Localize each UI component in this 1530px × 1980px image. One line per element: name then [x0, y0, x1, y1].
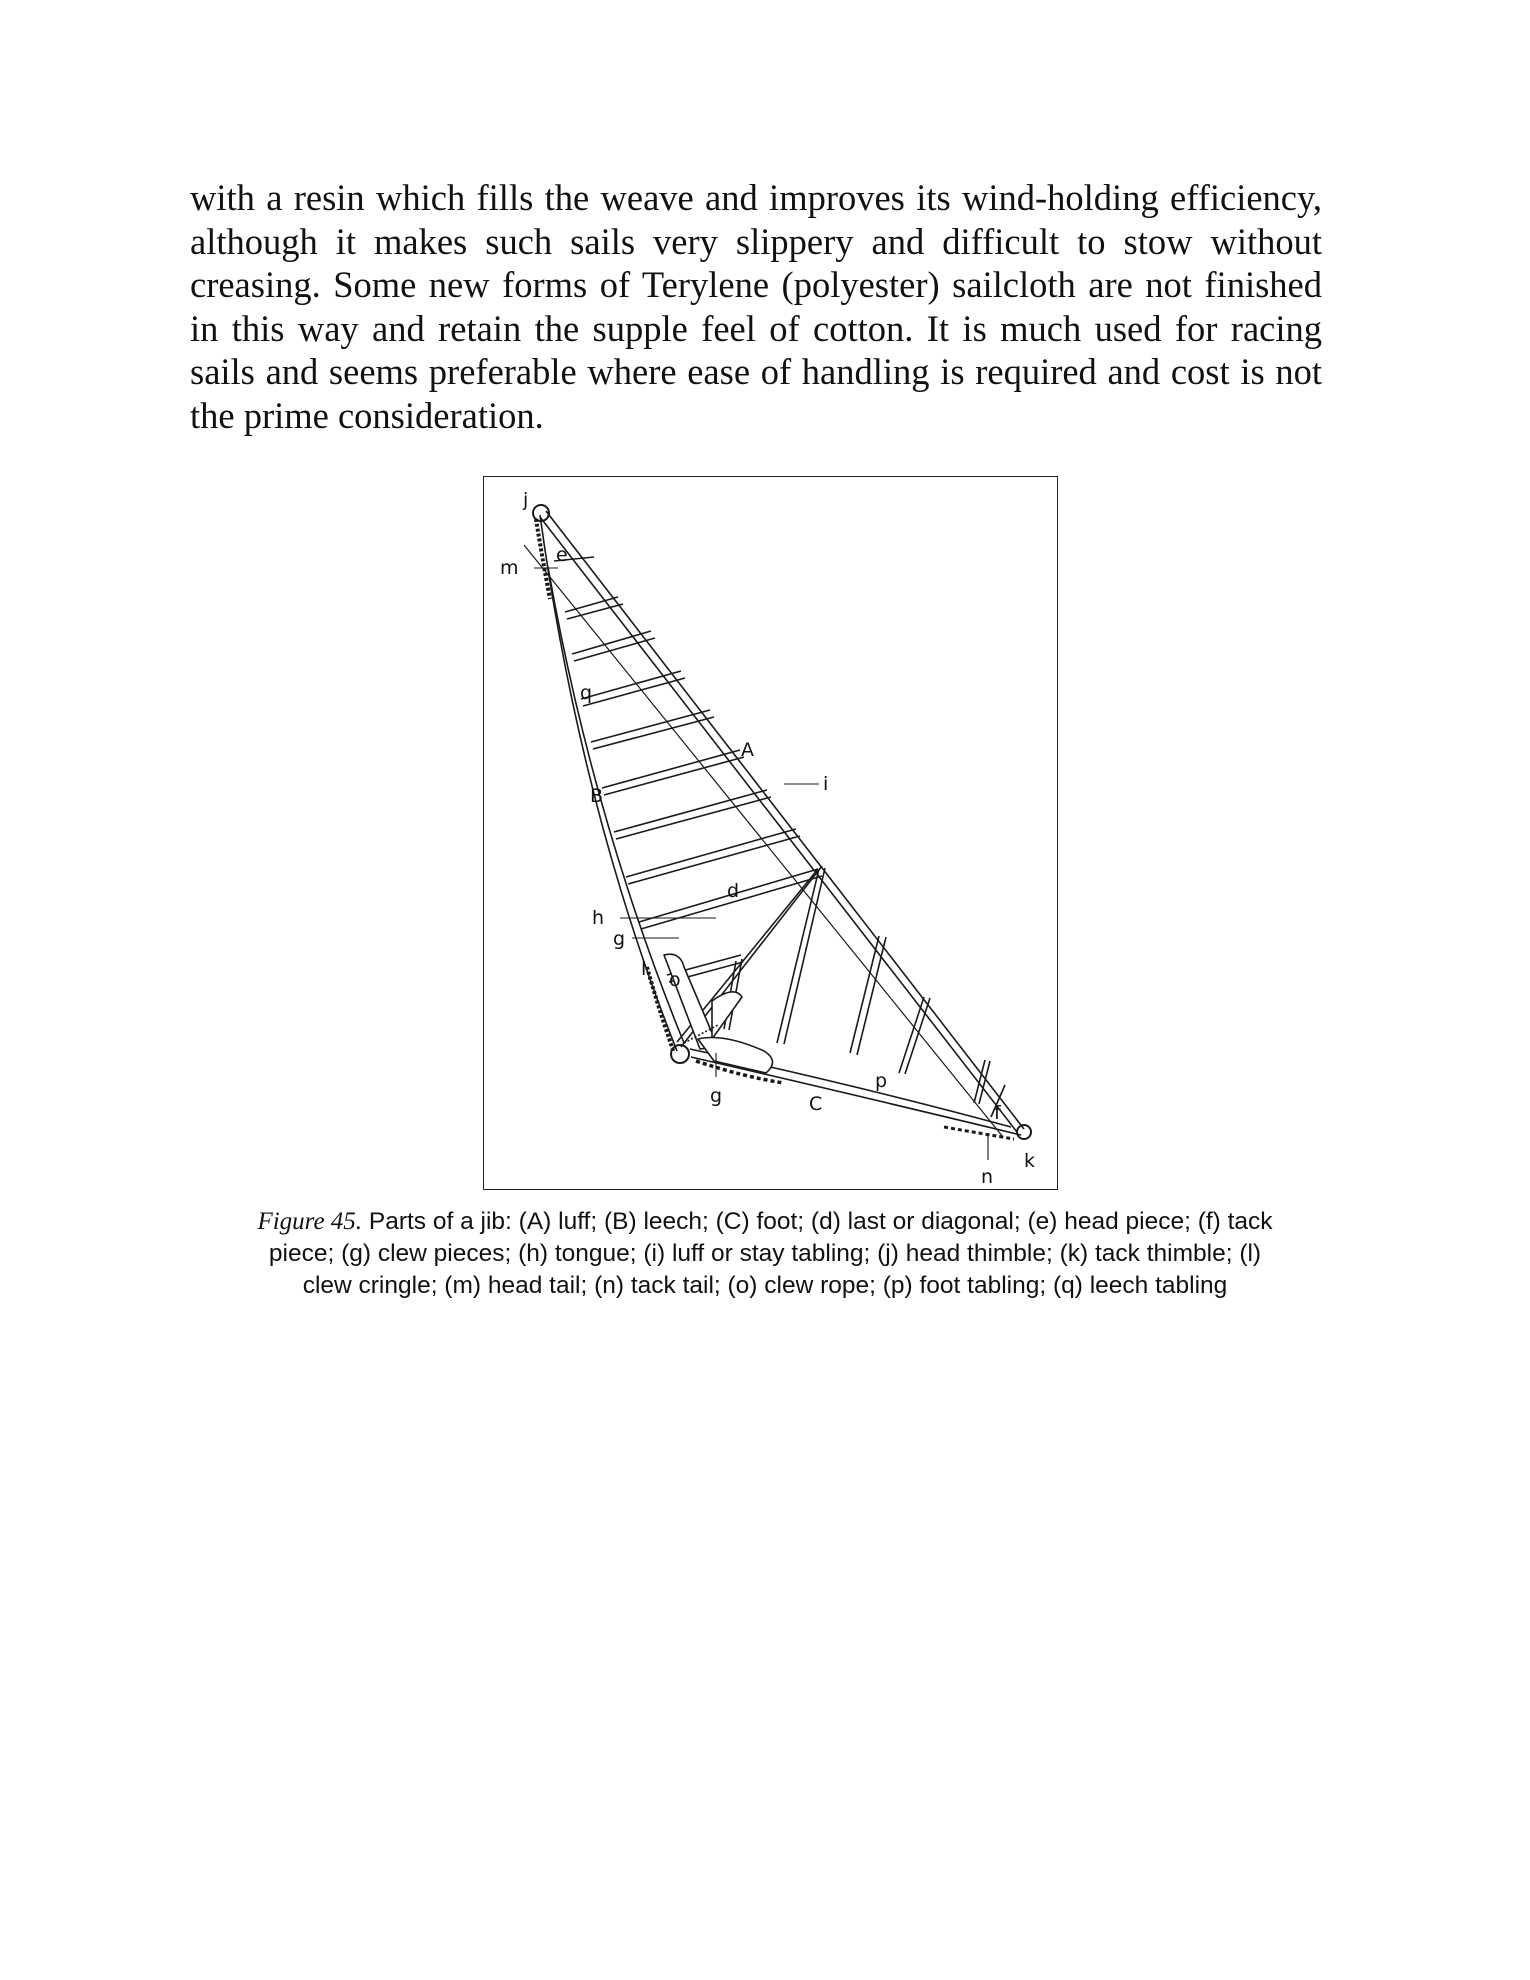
label-d: d: [727, 880, 740, 902]
body-line: in this way and retain the supple feel of cotton. It is much used for racing: [190, 307, 1322, 349]
body-line: sails and seems preferable where ease of handling is required and cost is not: [190, 351, 1322, 392]
jib-sail-diagram: [484, 477, 1059, 1191]
label-k: k: [1024, 1150, 1036, 1172]
foot-outer-line: [691, 1057, 1021, 1135]
body-line: creasing. Some new forms of Terylene (polyester) sailcloth are not finished: [190, 264, 1322, 305]
label-p: p: [875, 1070, 888, 1092]
caption-line: piece; (g) clew pieces; (h) tongue; (i) luff or stay tabling; (j) head thimble; (k) tack thimble; (l): [268, 1240, 1262, 1267]
caption-text: Parts of a jib: (A) luff; (B) leech; (C) foot; (d) last or diagonal; (e) head piece; (f) tack: [362, 1208, 1273, 1235]
label-l: l: [641, 958, 647, 980]
caption-line: [190, 1206, 1340, 1238]
luff-tabling-line: [524, 545, 1003, 1137]
tack-thimble: [1017, 1125, 1031, 1139]
lower-cloth-seams: [850, 936, 1005, 1117]
label-g-lower: g: [710, 1085, 723, 1107]
label-e: e: [556, 544, 568, 566]
clew-cringle: [671, 1045, 689, 1063]
label-B: B: [590, 785, 604, 807]
label-m: m: [500, 557, 519, 579]
label-f: f: [994, 1102, 1001, 1124]
label-C: C: [809, 1093, 823, 1115]
tack-tail-rope: [944, 1127, 1014, 1139]
leech-inner-line: [548, 567, 684, 1043]
body-paragraph: [190, 176, 1322, 437]
body-line: with a resin which fills the weave and improves its wind-holding efficiency,: [190, 177, 1322, 218]
body-line: although it makes such sails very slippery and difficult to stow without: [190, 220, 1322, 262]
label-h: h: [592, 907, 605, 929]
body-line: the prime consideration.: [190, 394, 544, 436]
label-j: j: [523, 489, 529, 511]
caption-line: clew cringle; (m) head tail; (n) tack tail; (o) clew rope; (p) foot tabling; (q) leech tabling: [302, 1272, 1228, 1299]
label-i: i: [823, 773, 829, 795]
figure-number: Figure 45.: [257, 1208, 363, 1235]
figure-caption: [190, 1206, 1340, 1302]
label-o: o: [669, 969, 681, 991]
label-A: A: [741, 739, 754, 761]
label-n: n: [981, 1166, 994, 1188]
jib-diagram-figure: [483, 476, 1058, 1190]
label-q: q: [580, 682, 593, 704]
tongue-piece: [712, 992, 742, 1039]
label-g-upper: g: [613, 928, 626, 950]
